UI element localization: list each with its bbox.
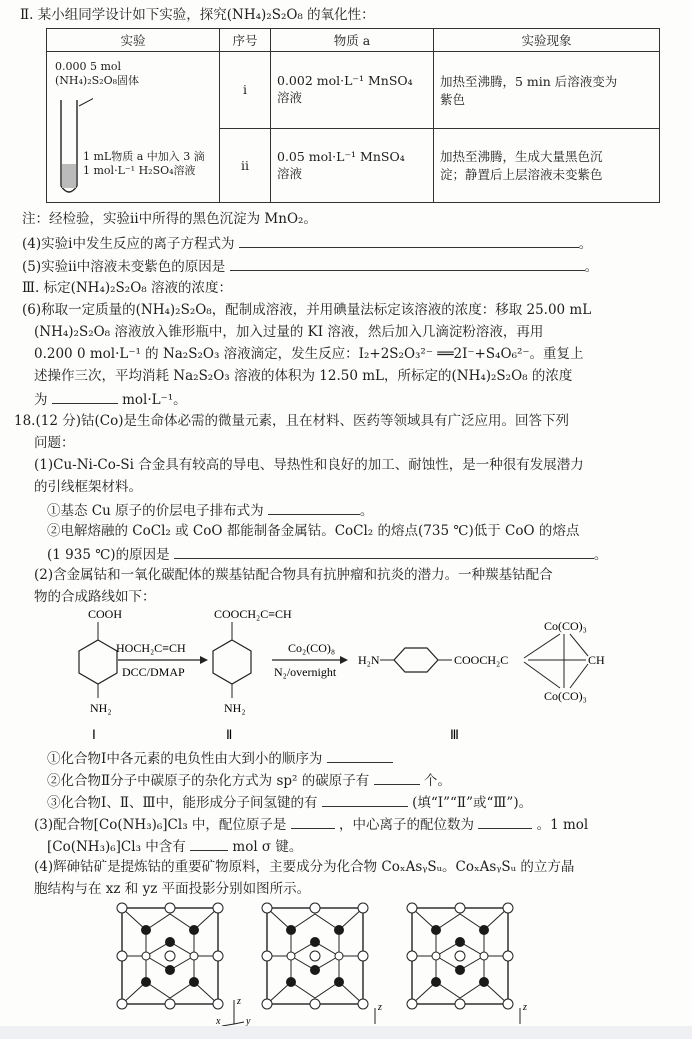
reagent1-top: HOCH₂C≡CH xyxy=(116,641,186,655)
apparatus-liquid: 1 mL物质 a 中加入 3 滴 xyxy=(83,150,205,163)
question-18-2-a xyxy=(47,748,393,769)
answer-blank[interactable] xyxy=(52,389,118,404)
question-5: (5)实验ⅱ中溶液未变紫色的原因是 。 xyxy=(22,256,598,277)
question-18-3-mid: ，中心离子的配位数为 xyxy=(339,817,474,833)
row2-phenomenon xyxy=(434,128,660,203)
question-18-2-c xyxy=(47,792,532,813)
apparatus-acid: 1 mol·L⁻¹ H₂SO₄溶液 xyxy=(83,164,196,177)
question-18-3-pre: (3)配合物[Co(NH₃)₆]Cl₃ 中，配位原子是 xyxy=(34,817,287,833)
answer-blank[interactable] xyxy=(174,544,594,559)
arrow-head-2-icon xyxy=(340,656,348,664)
xz-projection-figure xyxy=(262,903,368,1009)
apparatus-solid: (NH₄)₂S₂O₈固体 xyxy=(55,74,139,87)
answer-blank[interactable] xyxy=(239,233,579,248)
question-18-3-post: 。1 mol xyxy=(536,817,589,833)
question-18-2-b-pre: ②化合物Ⅱ分子中碳原子的杂化方式为 sp² 的碳原子有 xyxy=(47,773,370,789)
question-18-1-b-line2-text: (1 935 ℃)的原因是 xyxy=(47,547,170,563)
question-18-3-line2-pre: [Co(NH₃)₆]Cl₃ 中含有 xyxy=(47,839,186,855)
axis-y-label: y xyxy=(246,1016,251,1026)
answer-blank[interactable] xyxy=(478,814,532,829)
header-experiment: 实验 xyxy=(47,29,220,52)
question-6-end-pre: 为 xyxy=(34,392,48,408)
question-6-line1: (6)称取一定质量的(NH₄)₂S₂O₈，配制成溶液，并用碘量法标定该溶液的浓度：移取 25.00 mL xyxy=(22,302,592,318)
yz-projection-figure xyxy=(407,903,513,1009)
header-number: 序号 xyxy=(220,29,271,52)
part3-heading: Ⅲ. 标定(NH₄)₂S₂O₈ 溶液的浓度： xyxy=(22,280,232,296)
question-18-1-a-text: ①基态 Cu 原子的价层电子排布式为 xyxy=(47,503,264,519)
question-18-4-line2: 胞结构与在 xz 和 yz 平面投影分别如图所示。 xyxy=(34,881,311,897)
question-18-1-b: ②电解熔融的 CoCl₂ 或 CoO 都能制备金属钴。CoCl₂ 的熔点(735 ℃)低于 CoO 的熔点 xyxy=(47,523,580,539)
answer-blank[interactable] xyxy=(230,256,585,271)
note: 注：经检验，实验ⅱ中所得的黑色沉淀为 MnO₂。 xyxy=(22,211,317,227)
question-6-line3: 0.200 0 mol·L⁻¹ 的 Na₂S₂O₃ 溶液滴定，发生反应：I₂+2S₂O₃²⁻ ══2I⁻+S₄O₆²⁻。重复上 xyxy=(34,346,584,362)
compound3-co-bottom: Co(CO)₃ xyxy=(544,689,587,703)
question-5-text: (5)实验ⅱ中溶液未变紫色的原因是 xyxy=(22,259,226,275)
compound3-ester: COOCH₂C xyxy=(454,653,509,667)
question-6-line5 xyxy=(34,389,187,410)
answer-blank[interactable] xyxy=(268,500,360,515)
question-6-line4: 述操作三次，平均消耗 Na₂S₂O₃ 溶液的体积为 12.50 mL，所标定的(NH₄)₂S₂O₈ 的浓度 xyxy=(34,368,573,384)
row1-phenomenon-line1: 加热至沸腾，5 min 后溶液变为 xyxy=(440,73,618,89)
experiment-table xyxy=(46,28,660,203)
apparatus-cell xyxy=(47,52,220,203)
row1-id: ⅰ xyxy=(220,52,271,129)
question-18-1-line1: (1)Cu-Ni-Co-Si 合金具有较高的导电、导热性和良好的加工、耐蚀性，是一种很有发展潜力 xyxy=(34,457,584,473)
question-18-3-line2 xyxy=(47,836,302,857)
benzene-ring-1 xyxy=(79,640,117,684)
header-substance: 物质 a xyxy=(271,29,434,52)
question-18-2-line1: (2)含金属钴和一氧化碳配体的羰基钴配合物具有抗肿瘤和抗炎的潜力。一种羰基钴配合 xyxy=(34,567,553,583)
axis-z-label-3: z xyxy=(523,1002,527,1013)
question-18-3-line1 xyxy=(34,814,588,835)
row1-substance xyxy=(271,52,434,129)
answer-blank[interactable] xyxy=(291,814,335,829)
row2-substance xyxy=(271,128,434,203)
benzene-ring-2 xyxy=(213,640,251,684)
row2-id: ⅱ xyxy=(220,128,271,203)
reagent1-bottom: DCC/DMAP xyxy=(122,665,185,679)
row1-phenomenon-line2: 紫色 xyxy=(440,91,466,107)
question-6-end-post: mol·L⁻¹。 xyxy=(122,392,187,408)
answer-blank[interactable] xyxy=(374,770,420,785)
benzene-ring-3 xyxy=(394,648,438,672)
label-compound3: Ⅲ xyxy=(450,727,459,742)
question-6-line2: (NH₄)₂S₂O₈ 溶液放入锥形瓶中，加入过量的 KI 溶液，然后加入几滴淀粉溶液，再用 xyxy=(34,324,544,340)
label-compound2: Ⅱ xyxy=(226,727,233,742)
question-18-2-a-text: ①化合物Ⅰ中各元素的电负性由大到小的顺序为 xyxy=(47,751,323,767)
row2-substance-line1: 0.05 mol·L⁻¹ MnSO₄ xyxy=(277,148,405,164)
unit-cell-figure xyxy=(117,903,223,1009)
answer-blank[interactable] xyxy=(327,748,393,763)
reagent2-top: Co₂(CO)₈ xyxy=(288,641,336,655)
axis-x-label: x xyxy=(216,1016,221,1026)
row1-phenomenon xyxy=(434,52,660,129)
question-18-2-b-post: 个。 xyxy=(423,773,451,789)
bottom-band xyxy=(0,1026,692,1039)
answer-blank[interactable] xyxy=(322,792,408,807)
question-18-1-a: ①基态 Cu 原子的价层电子排布式为 。 xyxy=(47,500,373,521)
header-phenomenon: 实验现象 xyxy=(434,29,660,52)
row2-phenomenon-line2: 淀；静置后上层溶液未变紫色 xyxy=(440,167,603,183)
answer-blank[interactable] xyxy=(190,836,228,851)
axis-z-label-1: z xyxy=(237,996,241,1007)
apparatus-amount: 0.000 5 mol xyxy=(55,60,122,73)
table-header-row xyxy=(47,29,660,52)
question-18-1-line2: 的引线框架材料。 xyxy=(34,479,142,495)
table-row xyxy=(47,52,660,129)
compound3-ch: CH xyxy=(588,653,605,667)
compound2-nh2: NH₂ xyxy=(224,701,246,715)
question-18-2-c-pre: ③化合物Ⅰ、Ⅱ、Ⅲ中，能形成分子间氢键的有 xyxy=(47,795,318,811)
reagent2-bottom: N₂/overnight xyxy=(274,665,337,679)
synthesis-scheme xyxy=(40,604,680,744)
compound1-cooh: COOH xyxy=(88,607,123,621)
row2-substance-line2: 溶液 xyxy=(277,165,303,181)
compound3-co-top: Co(CO)₃ xyxy=(544,619,587,633)
question-18-line2: 问题： xyxy=(34,435,75,451)
row2-phenomenon-line1: 加热至沸腾，生成大量黑色沉 xyxy=(440,149,603,165)
part2-heading: Ⅱ. 某小组同学设计如下实验，探究(NH₄)₂S₂O₈ 的氧化性： xyxy=(20,7,375,23)
row1-substance-line2: 溶液 xyxy=(277,90,303,106)
question-18-3-line2-post: mol σ 键。 xyxy=(232,839,303,855)
compound3-h2n: H₂N xyxy=(358,653,380,667)
compound1-nh2: NH₂ xyxy=(90,701,112,715)
question-18-4-line1: (4)辉砷钴矿是提炼钴的重要矿物原料，主要成分为化合物 CoₓAsᵧSᵤ。CoₓAsᵧSᵤ 的立方晶 xyxy=(34,859,575,875)
axis-z-label-2: z xyxy=(378,1002,382,1013)
row1-substance-line1: 0.002 mol·L⁻¹ MnSO₄ xyxy=(277,73,413,89)
crystal-figures xyxy=(112,900,642,1026)
question-18-2-c-post: (填“Ⅰ”“Ⅱ”或“Ⅲ”)。 xyxy=(412,795,533,811)
label-compound1: Ⅰ xyxy=(92,727,96,742)
question-18-line1: 18.(12 分)钴(Co)是生命体必需的微量元素，且在材料、医药等领域具有广泛应用。回答下列 xyxy=(14,413,569,429)
question-4: (4)实验ⅰ中发生反应的离子方程式为 。 xyxy=(22,233,592,254)
question-4-text: (4)实验ⅰ中发生反应的离子方程式为 xyxy=(22,236,235,252)
test-tube-icon xyxy=(53,96,93,202)
question-18-1-b-line2: (1 935 ℃)的原因是 。 xyxy=(47,544,607,565)
question-18-2-b xyxy=(47,770,451,791)
compound2-ester: COOCH₂C≡CH xyxy=(214,607,292,621)
arrow-head-1-icon xyxy=(200,656,208,664)
question-18-2-line2: 物的合成路线如下： xyxy=(34,589,156,605)
